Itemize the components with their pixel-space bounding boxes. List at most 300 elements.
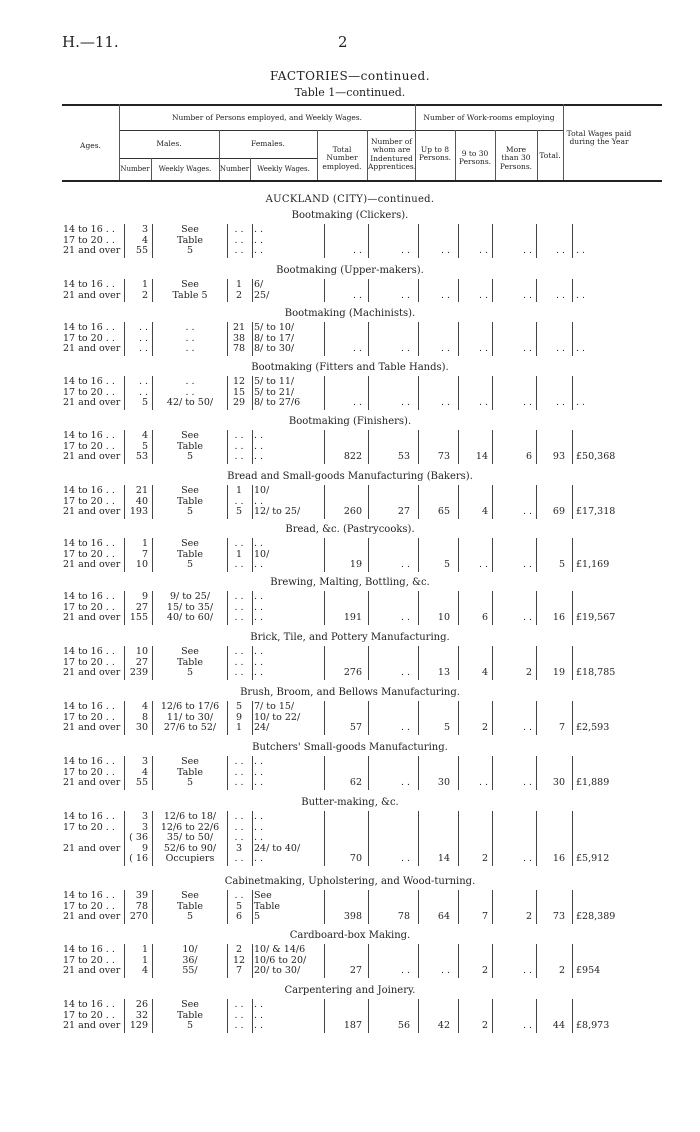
cell-age: 14 to 16 . . bbox=[63, 430, 115, 441]
column-rule bbox=[418, 224, 419, 258]
column-rule bbox=[418, 999, 419, 1033]
column-rule bbox=[572, 430, 573, 464]
cell-mwage: . . bbox=[185, 343, 195, 354]
cell-mwage: 5 bbox=[186, 911, 194, 922]
cell-total: 398 bbox=[343, 911, 362, 922]
column-rule bbox=[252, 890, 253, 924]
cell-mnum: 26 bbox=[135, 999, 148, 1010]
column-rule bbox=[536, 279, 537, 302]
column-rule bbox=[124, 430, 125, 464]
column-rule bbox=[227, 756, 228, 790]
column-rule bbox=[368, 890, 369, 924]
cell-mwage: 52/6 to 90/ bbox=[163, 842, 217, 854]
table-row bbox=[0, 667, 700, 679]
column-rule bbox=[458, 322, 459, 356]
cell-mnum: 55 bbox=[135, 777, 148, 788]
cell-mnum: 5 bbox=[141, 440, 148, 452]
column-rule bbox=[324, 811, 325, 866]
column-rule bbox=[124, 322, 125, 356]
cell-up8: 5 bbox=[443, 722, 450, 733]
cell-mwage: 12/6 to 18/ bbox=[163, 811, 217, 822]
section-title: Bootmaking (Upper-makers). bbox=[276, 265, 424, 276]
cell-age: 17 to 20 . . bbox=[63, 386, 115, 398]
cell-fwage: 10/ & 14/6 bbox=[254, 944, 306, 955]
cell-age: 21 and over bbox=[63, 289, 121, 301]
cell-fnum: . . bbox=[234, 766, 244, 778]
cell-tot2: 16 bbox=[552, 853, 565, 864]
cell-fwage: . . bbox=[254, 559, 264, 570]
cell-m30: . . bbox=[522, 965, 532, 976]
column-rule bbox=[418, 485, 419, 519]
column-rule bbox=[252, 224, 253, 258]
column-rule bbox=[227, 322, 228, 356]
cell-fnum: 5 bbox=[235, 506, 243, 517]
column-rule bbox=[418, 430, 419, 464]
cell-fwage: 10/6 to 20/ bbox=[254, 954, 307, 966]
column-rule bbox=[324, 538, 325, 572]
cell-mnum: 78 bbox=[135, 900, 148, 912]
column-rule bbox=[252, 701, 253, 735]
column-rule bbox=[368, 279, 369, 302]
cell-mnum: 32 bbox=[135, 1009, 148, 1021]
cell-age: 17 to 20 . . bbox=[63, 440, 115, 452]
cell-mnum: 21 bbox=[135, 485, 148, 496]
cell-m30: . . bbox=[522, 612, 532, 623]
cell-mnum: 155 bbox=[129, 612, 148, 623]
cell-wages: . . bbox=[576, 289, 586, 301]
cell-ind: . . bbox=[400, 777, 410, 788]
cell-mnum: 27 bbox=[135, 601, 148, 613]
cell-fnum: . . bbox=[234, 451, 244, 462]
cell-fnum: . . bbox=[234, 821, 244, 833]
table-row bbox=[0, 397, 700, 409]
cell-age: 17 to 20 . . bbox=[63, 601, 115, 613]
cell-total: 822 bbox=[343, 451, 362, 462]
cell-fwage: 7/ to 15/ bbox=[254, 701, 295, 712]
cell-tot2: 69 bbox=[552, 506, 565, 517]
cell-mwage: 35/ to 50/ bbox=[166, 832, 214, 843]
cell-fnum: 15 bbox=[232, 386, 246, 398]
cell-fwage: . . bbox=[254, 224, 264, 235]
cell-fwage: 8/ to 27/6 bbox=[254, 397, 301, 408]
cell-fwage: . . bbox=[254, 777, 264, 788]
cell-fnum: . . bbox=[234, 601, 244, 613]
cell-wages: £50,368 bbox=[576, 451, 616, 462]
cell-fnum: 5 bbox=[235, 701, 243, 712]
column-rule bbox=[536, 591, 537, 625]
cell-fnum: 1 bbox=[235, 485, 243, 496]
column-rule bbox=[124, 591, 125, 625]
header-female-number: Number bbox=[219, 165, 250, 173]
cell-tot2: 19 bbox=[552, 667, 565, 678]
cell-fwage: 8/ to 30/ bbox=[254, 343, 295, 354]
cell-n930: . . bbox=[478, 245, 488, 256]
cell-mwage: 5 bbox=[186, 559, 194, 570]
cell-fnum: . . bbox=[234, 646, 244, 657]
cell-tot2: . . bbox=[555, 245, 565, 256]
column-rule bbox=[324, 999, 325, 1033]
cell-mwage: 12/6 to 17/6 bbox=[160, 701, 220, 712]
section-title: Butchers' Small-goods Manufacturing. bbox=[252, 742, 448, 753]
cell-age: 14 to 16 . . bbox=[63, 538, 115, 549]
cell-fwage: . . bbox=[254, 1020, 264, 1031]
column-rule bbox=[458, 890, 459, 924]
cell-fnum: 6 bbox=[235, 911, 243, 922]
section-title: Cardboard-box Making. bbox=[289, 930, 411, 941]
cell-up8: 64 bbox=[437, 911, 450, 922]
column-rule bbox=[227, 890, 228, 924]
cell-fwage: 8/ to 17/ bbox=[254, 332, 295, 344]
cell-n930: 2 bbox=[481, 722, 488, 733]
cell-up8: 14 bbox=[437, 853, 450, 864]
column-rule bbox=[152, 999, 153, 1033]
cell-fwage: 10/ bbox=[254, 548, 270, 560]
cell-mwage: 5 bbox=[186, 506, 194, 517]
cell-mnum: 3 bbox=[141, 821, 148, 833]
column-rule bbox=[368, 430, 369, 464]
cell-up8: 42 bbox=[437, 1020, 450, 1031]
cell-n930: 6 bbox=[481, 612, 488, 623]
column-rule bbox=[252, 756, 253, 790]
cell-ind: 78 bbox=[397, 911, 410, 922]
cell-tot2: 93 bbox=[552, 451, 565, 462]
cell-fwage: . . bbox=[254, 646, 264, 657]
column-rule bbox=[536, 485, 537, 519]
column-rule bbox=[152, 485, 153, 519]
column-rule bbox=[152, 224, 153, 258]
cell-up8: . . bbox=[440, 397, 450, 408]
column-rule bbox=[418, 890, 419, 924]
cell-mwage: Occupiers bbox=[165, 853, 215, 864]
cell-tot2: 2 bbox=[558, 965, 565, 976]
cell-fwage: . . bbox=[254, 245, 264, 256]
cell-fnum: 12 bbox=[232, 376, 246, 387]
cell-wages: £28,389 bbox=[576, 911, 616, 922]
cell-m30: . . bbox=[522, 343, 532, 354]
section-title: Butter-making, &c. bbox=[301, 797, 399, 808]
column-rule bbox=[492, 538, 493, 572]
cell-age: 14 to 16 . . bbox=[63, 485, 115, 496]
cell-mwage: . . bbox=[185, 376, 195, 387]
cell-mwage: Table bbox=[176, 234, 203, 246]
cell-mnum: 3 bbox=[141, 756, 148, 767]
cell-m30: . . bbox=[522, 506, 532, 517]
cell-mwage: 5 bbox=[186, 1020, 194, 1031]
cell-age: 21 and over bbox=[63, 777, 121, 788]
header-females: Females. bbox=[251, 139, 285, 148]
cell-ind: . . bbox=[400, 853, 410, 864]
column-rule bbox=[458, 376, 459, 410]
cell-age: 14 to 16 . . bbox=[63, 279, 115, 290]
cell-fnum: 29 bbox=[232, 397, 246, 408]
column-rule bbox=[458, 224, 459, 258]
column-rule bbox=[152, 756, 153, 790]
cell-n930: 14 bbox=[475, 451, 488, 462]
table-subtitle: Table 1—continued. bbox=[294, 86, 406, 99]
cell-total: . . bbox=[352, 343, 362, 354]
column-rule bbox=[124, 376, 125, 410]
column-rule bbox=[418, 701, 419, 735]
cell-fnum: . . bbox=[234, 777, 244, 788]
column-rule bbox=[536, 322, 537, 356]
cell-mwage: 55/ bbox=[182, 965, 198, 976]
column-rule bbox=[492, 430, 493, 464]
column-rule bbox=[492, 591, 493, 625]
cell-mnum: 1 bbox=[141, 954, 148, 966]
cell-mnum: 9 bbox=[141, 842, 148, 854]
header-male-wages: Weekly Wages. bbox=[158, 165, 212, 173]
cell-age: 14 to 16 . . bbox=[63, 944, 115, 955]
cell-wages: . . bbox=[576, 397, 586, 408]
column-rule bbox=[368, 756, 369, 790]
column-rule bbox=[368, 224, 369, 258]
cell-mnum: . . bbox=[138, 332, 148, 344]
cell-fwage: . . bbox=[254, 832, 264, 843]
cell-age: 17 to 20 . . bbox=[63, 954, 115, 966]
cell-fnum: . . bbox=[234, 612, 244, 623]
table-row bbox=[0, 965, 700, 977]
table-row bbox=[0, 245, 700, 257]
cell-up8: 65 bbox=[437, 506, 450, 517]
column-rule bbox=[492, 701, 493, 735]
cell-fwage: . . bbox=[254, 1009, 264, 1021]
cell-mwage: 9/ to 25/ bbox=[169, 591, 211, 602]
cell-wages: £1,889 bbox=[576, 777, 610, 788]
cell-mwage: 40/ to 60/ bbox=[166, 612, 214, 623]
column-rule bbox=[252, 322, 253, 356]
cell-fnum: 2 bbox=[235, 289, 243, 301]
header-female-wages: Weekly Wages. bbox=[257, 165, 310, 173]
cell-age: 21 and over bbox=[63, 245, 121, 256]
column-rule bbox=[492, 944, 493, 978]
cell-tot2: . . bbox=[555, 289, 565, 301]
cell-total: 70 bbox=[349, 853, 362, 864]
column-rule bbox=[324, 646, 325, 680]
cell-mnum: 4 bbox=[141, 234, 148, 246]
column-rule bbox=[152, 430, 153, 464]
cell-tot2: 5 bbox=[558, 559, 565, 570]
cell-mwage: 11/ to 30/ bbox=[166, 711, 214, 723]
column-rule bbox=[418, 322, 419, 356]
cell-ind: . . bbox=[400, 397, 410, 408]
cell-mnum: 7 bbox=[141, 548, 148, 560]
column-rule bbox=[572, 646, 573, 680]
cell-mwage: See bbox=[181, 756, 199, 767]
column-rule bbox=[572, 591, 573, 625]
cell-age: 14 to 16 . . bbox=[63, 999, 115, 1010]
column-rule bbox=[458, 485, 459, 519]
column-rule bbox=[572, 890, 573, 924]
header-up-to-8: Up to 8 Persons. bbox=[418, 145, 452, 163]
cell-fnum: . . bbox=[234, 999, 244, 1010]
column-rule bbox=[324, 279, 325, 302]
cell-mwage: 36/ bbox=[182, 954, 198, 966]
header-indentured: Number of whom are Indentured Apprentices. bbox=[368, 137, 417, 171]
cell-tot2: 7 bbox=[558, 722, 565, 733]
cell-tot2: 44 bbox=[552, 1020, 565, 1031]
column-rule bbox=[152, 322, 153, 356]
cell-mnum: 5 bbox=[141, 397, 148, 408]
cell-fwage: Table bbox=[254, 900, 281, 912]
cell-mnum: 53 bbox=[135, 451, 148, 462]
column-rule bbox=[492, 485, 493, 519]
cell-mnum: 10 bbox=[135, 559, 148, 570]
cell-fnum: . . bbox=[234, 811, 244, 822]
column-rule bbox=[124, 756, 125, 790]
cell-wages: . . bbox=[576, 245, 586, 256]
cell-up8: . . bbox=[440, 343, 450, 354]
cell-tot2: 30 bbox=[552, 777, 565, 788]
column-rule bbox=[368, 646, 369, 680]
cell-fwage: . . bbox=[254, 440, 264, 452]
column-rule bbox=[492, 224, 493, 258]
section-title: Brewing, Malting, Bottling, &c. bbox=[270, 577, 430, 588]
cell-age: 21 and over bbox=[63, 965, 121, 976]
cell-age: 21 and over bbox=[63, 842, 121, 854]
column-rule bbox=[324, 224, 325, 258]
cell-age: 21 and over bbox=[63, 612, 121, 623]
column-rule bbox=[458, 646, 459, 680]
column-rule bbox=[324, 322, 325, 356]
cell-mnum: 4 bbox=[141, 701, 148, 712]
cell-fwage: . . bbox=[254, 451, 264, 462]
cell-fwage: 6/ bbox=[254, 279, 264, 290]
cell-n930: . . bbox=[478, 343, 488, 354]
cell-n930: 4 bbox=[481, 667, 488, 678]
column-rule bbox=[152, 376, 153, 410]
cell-fwage: . . bbox=[254, 656, 264, 668]
cell-fwage: 20/ to 30/ bbox=[254, 965, 301, 976]
cell-age: 17 to 20 . . bbox=[63, 234, 115, 246]
column-rule bbox=[252, 646, 253, 680]
cell-fnum: 3 bbox=[235, 842, 243, 854]
cell-mnum: . . bbox=[138, 376, 148, 387]
cell-ind: . . bbox=[400, 343, 410, 354]
cell-age: 14 to 16 . . bbox=[63, 376, 115, 387]
cell-mnum: 39 bbox=[135, 890, 148, 901]
column-rule bbox=[536, 944, 537, 978]
header-male-number: Number bbox=[120, 165, 150, 173]
column-rule bbox=[572, 279, 573, 302]
column-rule bbox=[227, 811, 228, 866]
column-rule bbox=[492, 811, 493, 866]
cell-fnum: 2 bbox=[235, 944, 243, 955]
cell-mwage: See bbox=[181, 224, 199, 235]
cell-fnum: . . bbox=[234, 667, 244, 678]
cell-m30: . . bbox=[522, 289, 532, 301]
column-rule bbox=[124, 485, 125, 519]
column-rule bbox=[368, 485, 369, 519]
column-rule bbox=[252, 485, 253, 519]
cell-total: 187 bbox=[343, 1020, 362, 1031]
cell-n930: 7 bbox=[481, 911, 488, 922]
column-rule bbox=[418, 591, 419, 625]
cell-fwage: 24/ bbox=[254, 722, 270, 733]
column-rule bbox=[152, 701, 153, 735]
column-rule bbox=[124, 279, 125, 302]
cell-n930: 2 bbox=[481, 965, 488, 976]
header-workrooms-group: Number of Work-rooms employing bbox=[423, 113, 555, 122]
column-rule bbox=[418, 811, 419, 866]
column-rule bbox=[536, 224, 537, 258]
cell-tot2: 16 bbox=[552, 612, 565, 623]
header-total-number: Total Number employed. bbox=[322, 145, 362, 171]
table-row bbox=[0, 451, 700, 463]
section-title: Cabinetmaking, Upholstering, and Wood-turning. bbox=[224, 876, 476, 887]
cell-fwage: 10/ bbox=[254, 485, 270, 496]
cell-mnum: 3 bbox=[141, 811, 148, 822]
column-rule bbox=[458, 701, 459, 735]
page-number: 2 bbox=[338, 33, 348, 51]
cell-age: 14 to 16 . . bbox=[63, 701, 115, 712]
cell-fwage: . . bbox=[254, 234, 264, 246]
cell-fwage: See bbox=[254, 890, 272, 901]
column-rule bbox=[227, 224, 228, 258]
cell-fnum: . . bbox=[234, 245, 244, 256]
cell-mwage: Table bbox=[176, 548, 203, 560]
cell-total: 57 bbox=[349, 722, 362, 733]
section-title: Bootmaking (Finishers). bbox=[288, 416, 412, 427]
cell-fwage: . . bbox=[254, 612, 264, 623]
cell-age: 21 and over bbox=[63, 722, 121, 733]
header-9-to-30: 9 to 30 Persons. bbox=[458, 149, 492, 167]
cell-age: 21 and over bbox=[63, 451, 121, 462]
cell-mwage: 12/6 to 22/6 bbox=[160, 821, 220, 833]
cell-mnum: 239 bbox=[129, 667, 148, 678]
column-rule bbox=[252, 279, 253, 302]
city-heading: AUCKLAND (CITY)—continued. bbox=[265, 194, 435, 205]
cell-age: 14 to 16 . . bbox=[63, 591, 115, 602]
column-rule bbox=[572, 322, 573, 356]
cell-mwage: 15/ to 35/ bbox=[166, 601, 214, 613]
cell-mnum: ( 16 bbox=[129, 853, 148, 864]
cell-tot2: 73 bbox=[552, 911, 565, 922]
cell-ind: . . bbox=[400, 245, 410, 256]
header-total-wages: Total Wages paid during the Year bbox=[566, 129, 632, 147]
table-row bbox=[0, 343, 700, 355]
column-rule bbox=[227, 430, 228, 464]
cell-fnum: 1 bbox=[235, 279, 243, 290]
column-rule bbox=[572, 224, 573, 258]
section-title: Bootmaking (Fitters and Table Hands). bbox=[251, 362, 449, 373]
column-rule bbox=[252, 376, 253, 410]
column-rule bbox=[536, 701, 537, 735]
cell-age: 17 to 20 . . bbox=[63, 766, 115, 778]
column-rule bbox=[368, 701, 369, 735]
cell-fnum: 1 bbox=[235, 722, 243, 733]
cell-total: . . bbox=[352, 289, 362, 301]
cell-m30: 2 bbox=[525, 667, 532, 678]
column-rule bbox=[227, 701, 228, 735]
column-rule bbox=[458, 811, 459, 866]
cell-fwage: 5 bbox=[254, 911, 261, 922]
column-rule bbox=[152, 646, 153, 680]
column-rule bbox=[227, 279, 228, 302]
cell-m30: . . bbox=[522, 853, 532, 864]
column-rule bbox=[458, 944, 459, 978]
cell-mwage: 5 bbox=[186, 667, 194, 678]
cell-up8: 5 bbox=[443, 559, 450, 570]
cell-mwage: Table bbox=[176, 440, 203, 452]
table-row bbox=[0, 777, 700, 789]
cell-age: 14 to 16 . . bbox=[63, 224, 115, 235]
cell-wages: £19,567 bbox=[576, 612, 616, 623]
cell-mnum: 1 bbox=[141, 944, 148, 955]
column-rule bbox=[227, 999, 228, 1033]
cell-mnum: 3 bbox=[141, 224, 148, 235]
cell-up8: 13 bbox=[437, 667, 450, 678]
cell-age: 14 to 16 . . bbox=[63, 811, 115, 822]
